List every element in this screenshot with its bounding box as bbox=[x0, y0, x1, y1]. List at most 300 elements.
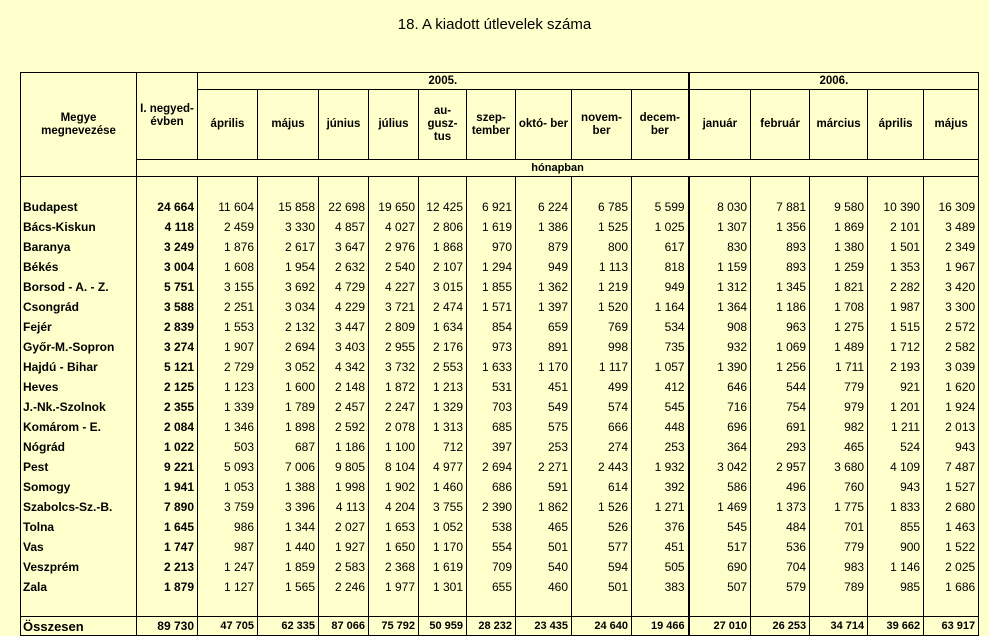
month-value: 1 211 bbox=[868, 417, 924, 437]
month-value: 1 515 bbox=[868, 317, 924, 337]
month-value: 451 bbox=[516, 377, 572, 397]
month-value: 574 bbox=[572, 397, 632, 417]
month-value: 1 380 bbox=[810, 237, 868, 257]
month-value: 8 030 bbox=[689, 197, 751, 217]
total-month-value: 62 335 bbox=[258, 617, 319, 636]
month-value: 526 bbox=[572, 517, 632, 537]
month-value: 769 bbox=[572, 317, 632, 337]
county-name: Komárom - E. bbox=[21, 417, 137, 437]
q1-value: 5 751 bbox=[137, 277, 198, 297]
total-label: Összesen bbox=[21, 617, 137, 636]
month-value: 1 868 bbox=[419, 237, 467, 257]
month-header: február bbox=[751, 90, 810, 160]
table-row bbox=[21, 397, 979, 417]
month-value: 1 373 bbox=[751, 497, 810, 517]
month-value: 1 053 bbox=[198, 477, 258, 497]
month-value: 893 bbox=[751, 237, 810, 257]
county-name: Pest bbox=[21, 457, 137, 477]
month-value: 3 692 bbox=[258, 277, 319, 297]
month-value: 4 027 bbox=[369, 217, 419, 237]
q1-value: 9 221 bbox=[137, 457, 198, 477]
month-value: 1 898 bbox=[258, 417, 319, 437]
total-month-value: 47 705 bbox=[198, 617, 258, 636]
month-value: 3 300 bbox=[924, 297, 979, 317]
month-value: 392 bbox=[632, 477, 689, 497]
month-value: 1 708 bbox=[810, 297, 868, 317]
year-2005-header: 2005. bbox=[198, 73, 689, 90]
q1-value: 7 890 bbox=[137, 497, 198, 517]
month-value: 274 bbox=[572, 437, 632, 457]
month-value: 943 bbox=[868, 477, 924, 497]
month-value: 4 227 bbox=[369, 277, 419, 297]
month-value: 983 bbox=[810, 557, 868, 577]
month-value: 1 902 bbox=[369, 477, 419, 497]
month-value: 2 553 bbox=[419, 357, 467, 377]
total-month-value: 34 714 bbox=[810, 617, 868, 636]
month-value: 2 251 bbox=[198, 297, 258, 317]
month-value: 908 bbox=[689, 317, 751, 337]
month-value: 1 469 bbox=[689, 497, 751, 517]
month-value: 1 146 bbox=[868, 557, 924, 577]
month-value: 1 789 bbox=[258, 397, 319, 417]
month-value: 703 bbox=[467, 397, 516, 417]
month-value: 1 329 bbox=[419, 397, 467, 417]
month-value: 2 957 bbox=[751, 457, 810, 477]
month-value: 16 309 bbox=[924, 197, 979, 217]
month-value: 2 390 bbox=[467, 497, 516, 517]
month-value: 2 694 bbox=[258, 337, 319, 357]
table-row bbox=[21, 557, 979, 577]
month-value: 1 186 bbox=[751, 297, 810, 317]
month-value: 760 bbox=[810, 477, 868, 497]
total-month-value: 19 466 bbox=[632, 617, 689, 636]
month-value: 2 583 bbox=[319, 557, 369, 577]
month-value: 531 bbox=[467, 377, 516, 397]
table-row bbox=[21, 457, 979, 477]
month-value: 7 006 bbox=[258, 457, 319, 477]
county-name: Fejér bbox=[21, 317, 137, 337]
month-value: 985 bbox=[868, 577, 924, 597]
table-row bbox=[21, 377, 979, 397]
q1-value: 5 121 bbox=[137, 357, 198, 377]
month-value: 1 553 bbox=[198, 317, 258, 337]
month-value: 900 bbox=[868, 537, 924, 557]
month-value: 1 356 bbox=[751, 217, 810, 237]
table-row bbox=[21, 517, 979, 537]
month-value: 4 109 bbox=[868, 457, 924, 477]
month-value: 1 397 bbox=[516, 297, 572, 317]
total-q1-value: 89 730 bbox=[137, 617, 198, 636]
q1-value: 2 839 bbox=[137, 317, 198, 337]
month-value: 2 247 bbox=[369, 397, 419, 417]
month-value: 3 755 bbox=[419, 497, 467, 517]
month-value: 594 bbox=[572, 557, 632, 577]
table-row bbox=[21, 437, 979, 457]
month-value: 1 159 bbox=[689, 257, 751, 277]
month-value: 617 bbox=[632, 237, 689, 257]
month-value: 685 bbox=[467, 417, 516, 437]
month-value: 1 117 bbox=[572, 357, 632, 377]
year-2006-header: 2006. bbox=[689, 73, 979, 90]
month-header: május bbox=[924, 90, 979, 160]
month-value: 575 bbox=[516, 417, 572, 437]
table-row bbox=[21, 257, 979, 277]
month-value: 655 bbox=[467, 577, 516, 597]
month-value: 253 bbox=[632, 437, 689, 457]
month-value: 7 487 bbox=[924, 457, 979, 477]
month-value: 465 bbox=[810, 437, 868, 457]
month-value: 2 459 bbox=[198, 217, 258, 237]
month-value: 10 390 bbox=[868, 197, 924, 217]
month-value: 2 013 bbox=[924, 417, 979, 437]
month-value: 1 977 bbox=[369, 577, 419, 597]
month-value: 2 806 bbox=[419, 217, 467, 237]
page-title: 18. A kiadott útlevelek száma bbox=[397, 16, 592, 33]
total-month-value: 24 640 bbox=[572, 617, 632, 636]
total-month-value: 75 792 bbox=[369, 617, 419, 636]
month-value: 586 bbox=[689, 477, 751, 497]
county-name: J.-Nk.-Szolnok bbox=[21, 397, 137, 417]
month-value: 2 582 bbox=[924, 337, 979, 357]
county-name: Zala bbox=[21, 577, 137, 597]
month-value: 2 457 bbox=[319, 397, 369, 417]
total-month-value: 39 662 bbox=[868, 617, 924, 636]
month-value: 383 bbox=[632, 577, 689, 597]
month-value: 1 460 bbox=[419, 477, 467, 497]
month-header: szep- tember bbox=[467, 90, 516, 160]
county-name: Tolna bbox=[21, 517, 137, 537]
month-value: 1 907 bbox=[198, 337, 258, 357]
county-name: Borsod - A. - Z. bbox=[21, 277, 137, 297]
month-value: 879 bbox=[516, 237, 572, 257]
month-value: 7 881 bbox=[751, 197, 810, 217]
month-value: 704 bbox=[751, 557, 810, 577]
month-value: 1 967 bbox=[924, 257, 979, 277]
table-header bbox=[21, 73, 979, 177]
table-row bbox=[21, 417, 979, 437]
month-value: 696 bbox=[689, 417, 751, 437]
month-value: 22 698 bbox=[319, 197, 369, 217]
month-value: 1 301 bbox=[419, 577, 467, 597]
month-value: 986 bbox=[198, 517, 258, 537]
table-row bbox=[21, 277, 979, 297]
county-name: Nógrád bbox=[21, 437, 137, 457]
month-value: 6 921 bbox=[467, 197, 516, 217]
month-value: 451 bbox=[632, 537, 689, 557]
month-value: 979 bbox=[810, 397, 868, 417]
county-name: Hajdú - Bihar bbox=[21, 357, 137, 377]
month-value: 524 bbox=[868, 437, 924, 457]
month-value: 1 862 bbox=[516, 497, 572, 517]
month-value: 534 bbox=[632, 317, 689, 337]
month-value: 1 069 bbox=[751, 337, 810, 357]
month-value: 501 bbox=[572, 577, 632, 597]
month-value: 686 bbox=[467, 477, 516, 497]
month-value: 1 346 bbox=[198, 417, 258, 437]
month-value: 818 bbox=[632, 257, 689, 277]
month-value: 687 bbox=[258, 437, 319, 457]
month-value: 3 015 bbox=[419, 277, 467, 297]
q1-value: 3 249 bbox=[137, 237, 198, 257]
month-value: 1 275 bbox=[810, 317, 868, 337]
month-value: 4 229 bbox=[319, 297, 369, 317]
q1-value: 1 879 bbox=[137, 577, 198, 597]
total-row bbox=[21, 617, 979, 636]
q1-value: 2 213 bbox=[137, 557, 198, 577]
q1-value: 3 274 bbox=[137, 337, 198, 357]
total-month-value: 87 066 bbox=[319, 617, 369, 636]
table-row bbox=[21, 577, 979, 597]
month-value: 893 bbox=[751, 257, 810, 277]
month-value: 3 155 bbox=[198, 277, 258, 297]
month-value: 1 608 bbox=[198, 257, 258, 277]
county-name: Veszprém bbox=[21, 557, 137, 577]
month-value: 614 bbox=[572, 477, 632, 497]
month-value: 2 809 bbox=[369, 317, 419, 337]
month-value: 1 987 bbox=[868, 297, 924, 317]
month-value: 1 653 bbox=[369, 517, 419, 537]
table-row bbox=[21, 217, 979, 237]
month-value: 465 bbox=[516, 517, 572, 537]
month-value: 1 620 bbox=[924, 377, 979, 397]
month-value: 1 271 bbox=[632, 497, 689, 517]
month-value: 15 858 bbox=[258, 197, 319, 217]
month-value: 932 bbox=[689, 337, 751, 357]
unit-header: hónapban bbox=[137, 160, 979, 177]
month-value: 1 501 bbox=[868, 237, 924, 257]
month-value: 1 345 bbox=[751, 277, 810, 297]
month-value: 973 bbox=[467, 337, 516, 357]
month-value: 1 619 bbox=[419, 557, 467, 577]
month-value: 1 123 bbox=[198, 377, 258, 397]
q1-value: 24 664 bbox=[137, 197, 198, 217]
month-value: 1 712 bbox=[868, 337, 924, 357]
month-value: 1 294 bbox=[467, 257, 516, 277]
total-month-value: 28 232 bbox=[467, 617, 516, 636]
month-value: 1 339 bbox=[198, 397, 258, 417]
q1-value: 1 941 bbox=[137, 477, 198, 497]
month-value: 1 312 bbox=[689, 277, 751, 297]
month-value: 1 520 bbox=[572, 297, 632, 317]
month-header: decem- ber bbox=[632, 90, 689, 160]
month-value: 1 362 bbox=[516, 277, 572, 297]
month-value: 3 042 bbox=[689, 457, 751, 477]
month-value: 496 bbox=[751, 477, 810, 497]
month-value: 2 282 bbox=[868, 277, 924, 297]
q1-value: 3 588 bbox=[137, 297, 198, 317]
month-value: 1 872 bbox=[369, 377, 419, 397]
month-value: 1 855 bbox=[467, 277, 516, 297]
month-value: 11 604 bbox=[198, 197, 258, 217]
month-value: 1 344 bbox=[258, 517, 319, 537]
table-row bbox=[21, 337, 979, 357]
month-value: 1 307 bbox=[689, 217, 751, 237]
month-value: 1 186 bbox=[319, 437, 369, 457]
month-value: 735 bbox=[632, 337, 689, 357]
month-value: 963 bbox=[751, 317, 810, 337]
q1-value: 4 118 bbox=[137, 217, 198, 237]
month-value: 412 bbox=[632, 377, 689, 397]
month-value: 1 869 bbox=[810, 217, 868, 237]
month-value: 3 330 bbox=[258, 217, 319, 237]
month-value: 397 bbox=[467, 437, 516, 457]
county-name: Somogy bbox=[21, 477, 137, 497]
county-name: Győr-M.-Sopron bbox=[21, 337, 137, 357]
month-value: 3 647 bbox=[319, 237, 369, 257]
month-value: 503 bbox=[198, 437, 258, 457]
month-value: 2 592 bbox=[319, 417, 369, 437]
county-name: Budapest bbox=[21, 197, 137, 217]
month-value: 19 650 bbox=[369, 197, 419, 217]
month-value: 1 711 bbox=[810, 357, 868, 377]
month-header: május bbox=[258, 90, 319, 160]
month-value: 2 680 bbox=[924, 497, 979, 517]
table-row bbox=[21, 237, 979, 257]
month-value: 891 bbox=[516, 337, 572, 357]
month-value: 1 170 bbox=[419, 537, 467, 557]
month-value: 2 349 bbox=[924, 237, 979, 257]
month-value: 1 164 bbox=[632, 297, 689, 317]
month-value: 9 805 bbox=[319, 457, 369, 477]
q1-value: 1 022 bbox=[137, 437, 198, 457]
month-value: 5 599 bbox=[632, 197, 689, 217]
month-value: 2 148 bbox=[319, 377, 369, 397]
month-value: 554 bbox=[467, 537, 516, 557]
month-value: 8 104 bbox=[369, 457, 419, 477]
month-header: július bbox=[369, 90, 419, 160]
month-value: 779 bbox=[810, 377, 868, 397]
month-header: június bbox=[319, 90, 369, 160]
month-value: 2 101 bbox=[868, 217, 924, 237]
month-value: 830 bbox=[689, 237, 751, 257]
q1-value: 3 004 bbox=[137, 257, 198, 277]
month-value: 545 bbox=[632, 397, 689, 417]
month-value: 505 bbox=[632, 557, 689, 577]
month-value: 2 474 bbox=[419, 297, 467, 317]
month-value: 1 057 bbox=[632, 357, 689, 377]
month-value: 1 998 bbox=[319, 477, 369, 497]
month-header: októ- ber bbox=[516, 90, 572, 160]
month-value: 2 694 bbox=[467, 457, 516, 477]
month-value: 1 686 bbox=[924, 577, 979, 597]
month-value: 1 775 bbox=[810, 497, 868, 517]
table-row bbox=[21, 357, 979, 377]
county-name: Baranya bbox=[21, 237, 137, 257]
month-value: 4 977 bbox=[419, 457, 467, 477]
month-value: 1 052 bbox=[419, 517, 467, 537]
month-value: 855 bbox=[868, 517, 924, 537]
month-value: 1 201 bbox=[868, 397, 924, 417]
county-name: Heves bbox=[21, 377, 137, 397]
month-value: 540 bbox=[516, 557, 572, 577]
month-value: 517 bbox=[689, 537, 751, 557]
county-name: Békés bbox=[21, 257, 137, 277]
month-value: 5 093 bbox=[198, 457, 258, 477]
month-value: 1 440 bbox=[258, 537, 319, 557]
month-value: 3 680 bbox=[810, 457, 868, 477]
total-month-value: 50 959 bbox=[419, 617, 467, 636]
table-row bbox=[21, 477, 979, 497]
month-value: 2 955 bbox=[369, 337, 419, 357]
month-value: 3 039 bbox=[924, 357, 979, 377]
passport-table bbox=[20, 72, 979, 636]
month-value: 1 489 bbox=[810, 337, 868, 357]
month-value: 1 522 bbox=[924, 537, 979, 557]
month-value: 949 bbox=[632, 277, 689, 297]
month-value: 2 027 bbox=[319, 517, 369, 537]
month-value: 949 bbox=[516, 257, 572, 277]
month-value: 1 924 bbox=[924, 397, 979, 417]
month-value: 1 619 bbox=[467, 217, 516, 237]
q1-value: 1 747 bbox=[137, 537, 198, 557]
month-value: 2 271 bbox=[516, 457, 572, 477]
month-value: 484 bbox=[751, 517, 810, 537]
month-value: 1 025 bbox=[632, 217, 689, 237]
month-value: 1 463 bbox=[924, 517, 979, 537]
county-name: Vas bbox=[21, 537, 137, 557]
table-body bbox=[21, 177, 979, 617]
month-value: 3 489 bbox=[924, 217, 979, 237]
month-value: 6 785 bbox=[572, 197, 632, 217]
month-value: 536 bbox=[751, 537, 810, 557]
month-value: 2 176 bbox=[419, 337, 467, 357]
month-value: 544 bbox=[751, 377, 810, 397]
month-value: 691 bbox=[751, 417, 810, 437]
month-value: 3 721 bbox=[369, 297, 419, 317]
month-value: 376 bbox=[632, 517, 689, 537]
month-value: 3 447 bbox=[319, 317, 369, 337]
month-value: 577 bbox=[572, 537, 632, 557]
month-value: 293 bbox=[751, 437, 810, 457]
month-value: 253 bbox=[516, 437, 572, 457]
month-value: 4 113 bbox=[319, 497, 369, 517]
month-value: 789 bbox=[810, 577, 868, 597]
month-value: 2 078 bbox=[369, 417, 419, 437]
q1-header: I. negyed- évben bbox=[137, 73, 198, 160]
month-value: 4 204 bbox=[369, 497, 419, 517]
month-value: 1 525 bbox=[572, 217, 632, 237]
month-value: 2 572 bbox=[924, 317, 979, 337]
month-header: novem- ber bbox=[572, 90, 632, 160]
month-value: 1 876 bbox=[198, 237, 258, 257]
month-value: 666 bbox=[572, 417, 632, 437]
month-value: 1 565 bbox=[258, 577, 319, 597]
month-value: 779 bbox=[810, 537, 868, 557]
month-value: 448 bbox=[632, 417, 689, 437]
month-value: 1 527 bbox=[924, 477, 979, 497]
month-value: 709 bbox=[467, 557, 516, 577]
month-value: 4 342 bbox=[319, 357, 369, 377]
month-value: 2 132 bbox=[258, 317, 319, 337]
month-value: 549 bbox=[516, 397, 572, 417]
month-value: 3 420 bbox=[924, 277, 979, 297]
month-value: 3 052 bbox=[258, 357, 319, 377]
month-value: 716 bbox=[689, 397, 751, 417]
month-header: április bbox=[868, 90, 924, 160]
month-value: 2 617 bbox=[258, 237, 319, 257]
total-month-value: 23 435 bbox=[516, 617, 572, 636]
month-value: 2 368 bbox=[369, 557, 419, 577]
month-value: 2 025 bbox=[924, 557, 979, 577]
month-value: 3 759 bbox=[198, 497, 258, 517]
month-header: április bbox=[198, 90, 258, 160]
month-value: 1 170 bbox=[516, 357, 572, 377]
month-value: 3 403 bbox=[319, 337, 369, 357]
county-name: Bács-Kiskun bbox=[21, 217, 137, 237]
table-row bbox=[21, 497, 979, 517]
month-value: 1 821 bbox=[810, 277, 868, 297]
q1-value: 1 645 bbox=[137, 517, 198, 537]
